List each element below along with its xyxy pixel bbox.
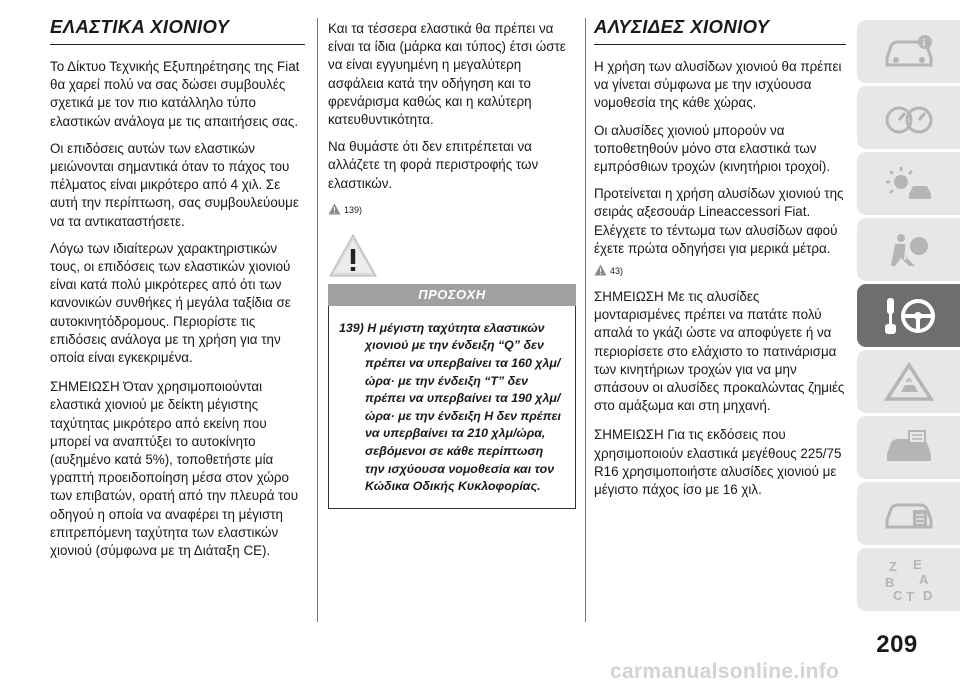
maintenance-car-icon [881, 428, 937, 468]
airbag-safety-icon [881, 230, 937, 270]
warning-reference-number: 139) [344, 204, 363, 215]
paragraph: Και τα τέσσερα ελαστικά θα πρέπει να είναι τα ίδια (μάρκα και τύπος) έτσι ώστε να είναι εγγυημένη η μεγαλύτερη ασφάλεια κατά την οδήγηση και το φρενάρισμα καθώς και η καλύτερη κατευθυντικότητα. [328, 21, 566, 128]
column-divider [585, 18, 586, 622]
paragraph: Οι αλυσίδες χιονιού μπορούν να τοποθετηθούν μόνο στα ελαστικά των εμπρόσθιων τροχών (κινητήριοι τροχοί). [594, 122, 831, 175]
warning-box [328, 233, 576, 509]
tab-airbag-safety[interactable] [857, 218, 960, 281]
watermark: carmanualsonline.info [610, 660, 840, 683]
warning-triangle-icon [328, 233, 378, 278]
page-number: 209 [876, 631, 918, 658]
tab-starting-driving[interactable] [857, 284, 960, 347]
section-title-snow-tyres: ΕΛΑΣΤΙΚΑ ΧΙΟΝΙΟΥ [50, 16, 305, 45]
key-steering-wheel-icon [879, 295, 939, 337]
tab-car-info[interactable] [857, 20, 960, 83]
emergency-triangle-icon [881, 362, 937, 402]
index-letter: A [918, 571, 928, 587]
column-divider [317, 18, 318, 622]
index-letter: D [922, 587, 932, 603]
note-reference[interactable] [594, 264, 846, 282]
technical-data-icon [881, 494, 937, 534]
svg-text:i: i [922, 37, 925, 49]
tab-lighting[interactable] [857, 152, 960, 215]
note-paragraph: ΣΗΜΕΙΩΣΗ Όταν χρησιμοποιούνται ελαστικά χιονιού με δείκτη μέγιστης ταχύτητας μικρότερο από εκείνη που μπορεί να αναπτύξει το αυτοκίνητο (αυξημένο κατά 5%), τοποθετήστε μία γραπτή προειδοποίηση μέσα στον χώρο των επιβατών, ορατή από την πλευρά του οδηγού η οποία να αναφέρει τη μέγιστη επιτρεπόμενη ταχύτητα των ελαστικών χιονιού (σύμφωνα με τη Διάταξη CE). [50, 379, 299, 559]
index-letter: C [892, 587, 902, 603]
dashboard-icon [881, 98, 937, 138]
paragraph: Λόγω των ιδιαίτερων χαρακτηριστικών τους, οι επιδόσεις των ελαστικών χιονιού είναι κατά πολύ μικρότερες από ότι των κανονικών συνθήκες ή μεγάλα ταξίδια σε αυτοκινητόδρομους. Περιορίστε τις επιδόσεις ανάλογα με τη χρήση για την οποία είναι εγκεκριμένα. [50, 240, 291, 366]
warning-text: 139) Η μέγιστη ταχύτητα ελαστικών χιονιού με την ένδειξη “Q” δεν πρέπει να υπερβαίνει τα 160 χλμ/ώρα· με την ένδειξη “T” δεν πρέπει να υπερβαίνει τα 190 χλμ/ώρα· με την ένδειξη H δεν πρέπει να υπερβαίνει τα 210 χλμ/ώρα, σεβόμενοι σε κάθε περίπτωση την ισχύουσα νομοθεσία και τον Κώδικα Οδικής Κυκλοφορίας. [339, 320, 561, 494]
tab-emergency[interactable] [857, 350, 960, 413]
index-letter: Z [888, 558, 897, 574]
snow-tyres-section [50, 16, 305, 560]
index-letters-icon [879, 556, 939, 604]
index-letter: B [884, 574, 894, 590]
snow-tyres-continued [328, 20, 576, 509]
paragraph: Οι επιδόσεις αυτών των ελαστικών μειώνονται σημαντικά όταν το πάχος του πέλματος είναι μικρότερο από 4 χιλ. Σε αυτή την περίπτωση, σας συμβουλεύουμε να τα αντικαταστήσετε. [50, 140, 299, 229]
note-paragraph: ΣΗΜΕΙΩΣΗ Με τις αλυσίδες μονταρισμένες πρέπει να πατάτε πολύ απαλά το γκάζι ώστε να αποφύγετε ή να περιορίσετε στο ελάχιστο το πατινάρισμα των κινητήριων τροχών για να μην σπάσουν οι αλυσίδες προκαλώντας ζημιές στο αμάξωμα και στη μηχανή. [594, 289, 845, 414]
paragraph: Η χρήση των αλυσίδων χιονιού θα πρέπει να γίνεται σύμφωνα με την ισχύουσα νομοθεσία της κάθε χώρας. [594, 59, 842, 111]
section-title-snow-chains: ΑΛΥΣΙΔΕΣ ΧΙΟΝΙΟΥ [594, 16, 846, 45]
note-reference-number: 43) [610, 266, 624, 277]
snow-chains-section [594, 16, 846, 499]
paragraph: Το Δίκτυο Τεχνικής Εξυπηρέτησης της Fiat θα χαρεί πολύ να σας δώσει συμβουλές σχετικά με τον πιο κατάλληλο τύπο ελαστικών ανάλογα με τις απαιτήσεις σας. [50, 59, 300, 129]
warning-content [328, 306, 576, 509]
index-letter: T [905, 588, 914, 604]
index-letter: E [912, 556, 922, 572]
warning-reference[interactable] [328, 203, 576, 221]
note-triangle-icon [594, 264, 607, 276]
warning-header: ΠΡΟΣΟΧΗ [328, 284, 576, 306]
paragraph: Προτείνεται η χρήση αλυσίδων χιονιού της σειράς αξεσουάρ Lineaccessori Fiat. Ελέγχετε το τέντωμα των αλυσίδων αφού έχετε πρώτα οδηγήσει για μερικά μέτρα. [594, 186, 844, 256]
tab-maintenance[interactable] [857, 416, 960, 479]
car-info-icon [881, 32, 937, 72]
lighting-icon [881, 164, 937, 204]
tab-index[interactable] [857, 548, 960, 611]
warning-triangle-icon [328, 203, 341, 215]
paragraph: Να θυμάστε ότι δεν επιτρέπεται να αλλάζετε τη φορά περιστροφής των ελαστικών. [328, 139, 539, 191]
tab-technical-data[interactable] [857, 482, 960, 545]
note-paragraph: ΣΗΜΕΙΩΣΗ Για τις εκδόσεις που χρησιμοποιούν ελαστικά μεγέθους 225/75 R16 χρησιμοποιήστε αλυσίδες χιονιού με μέγιστο πάχος ίσο με 16 χιλ. [594, 427, 842, 498]
tab-dashboard[interactable] [857, 86, 960, 149]
